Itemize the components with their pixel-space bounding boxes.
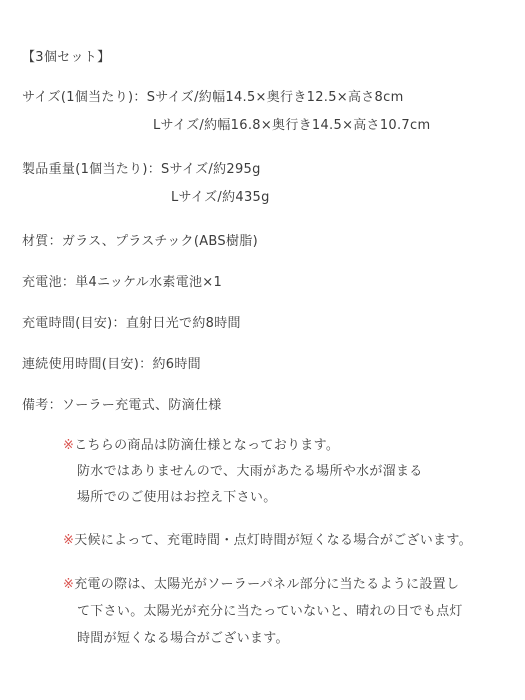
note-3-line-3: 時間が短くなる場合がございます。 [77, 631, 289, 646]
battery-row: 充電池：単4ニッケル水素電池×1 [22, 275, 223, 290]
remarks-row: 備考：ソーラー充電式、防滴仕様 [22, 398, 222, 413]
size-label: サイズ(1個当たり)： [22, 90, 147, 105]
weight-l-value: Lサイズ/約435g [171, 190, 270, 205]
weight-s-value: Sサイズ/約295g [161, 162, 261, 177]
material-row: 材質：ガラス、プラスチック(ABS樹脂) [22, 234, 258, 249]
note-text: 充電の際は、太陽光がソーラーパネル部分に当たるように設置し [74, 577, 460, 592]
note-3-line-2: て下さい。太陽光が充分に当たっていないと、晴れの日でも点灯 [77, 604, 463, 619]
set-title: 【3個セット】 [22, 50, 111, 65]
note-mark: ※ [63, 533, 75, 548]
note-3-line-1 [63, 576, 459, 594]
note-text: 天候によって、充電時間・点灯時間が短くなる場合がございます。 [74, 533, 472, 548]
note-1-line-1 [63, 437, 339, 455]
size-s-value: Sサイズ/約幅14.5×奥行き12.5×高さ8cm [146, 90, 404, 105]
note-1-line-3: 場所でのご使用はお控え下さい。 [77, 490, 277, 505]
note-2-line-1 [63, 532, 472, 550]
size-l-value: Lサイズ/約幅16.8×奥行き14.5×高さ10.7cm [153, 118, 431, 133]
note-text: こちらの商品は防滴仕様となっております。 [74, 438, 340, 453]
size-row [22, 89, 404, 107]
note-mark: ※ [63, 438, 75, 453]
weight-label: 製品重量(1個当たり)： [22, 162, 162, 177]
charge-time-row: 充電時間(目安)：直射日光で約8時間 [22, 316, 241, 331]
use-time-row: 連続使用時間(目安)：約6時間 [22, 357, 201, 372]
note-1-line-2: 防水ではありませんので、大雨があたる場所や水が溜まる [77, 464, 423, 479]
weight-row [22, 161, 261, 179]
note-mark: ※ [63, 577, 75, 592]
